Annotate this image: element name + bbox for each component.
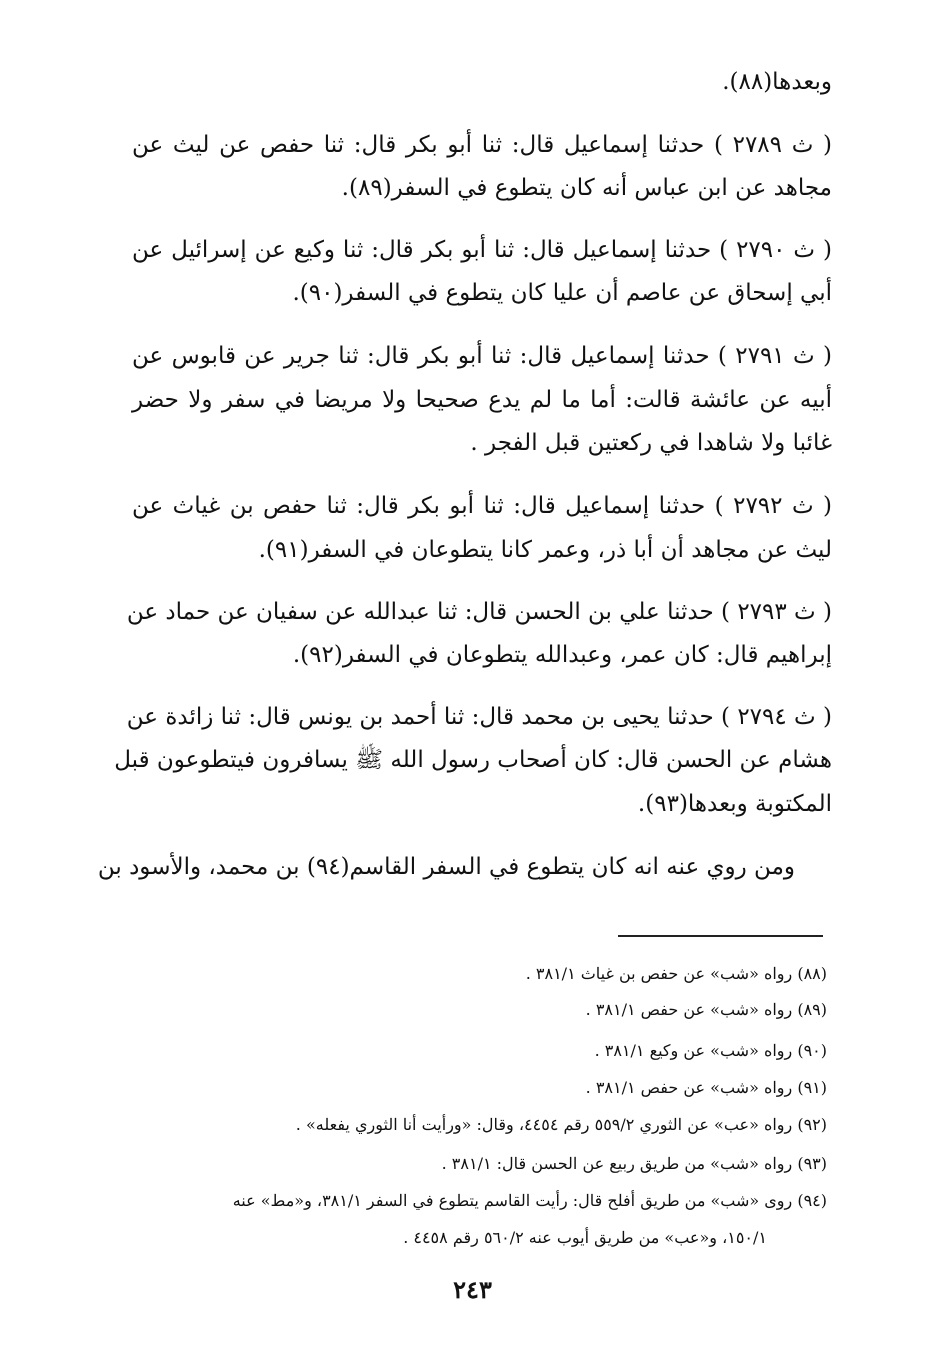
- text-line-1: وبعدها(٨٨).: [722, 69, 832, 95]
- text-line-10: ليث عن مجاهد أن أبا ذر، وعمر كانا يتطوعان في السفر(٩١).: [258, 537, 832, 563]
- footnote-89: (٨٩) رواه «شب» عن حفص ٣٨١/١ .: [585, 1000, 827, 1019]
- text-line-5: أبي إسحاق عن عاصم أن عليا كان يتطوع في السفر(٩٠).: [292, 280, 832, 306]
- footnote-94-continued: ١٥٠/١، و«عب» من طريق أيوب عنه ٥٦٠/٢ رقم ٤٤٥٨ .: [403, 1228, 767, 1247]
- text-line-14: هشام عن الحسن قال: كان أصحاب رسول الله ﷺ يسافرون فيتطوعون قبل: [114, 747, 832, 773]
- text-line-7: أبيه عن عائشة قالت: أما ما لم يدع صحيحا ولا مريضا في سفر ولا حضر: [132, 387, 832, 413]
- text-line-9: ( ث ٢٧٩٢ ) حدثنا إسماعيل قال: ثنا أبو بكر قال: ثنا حفص بن غياث عن: [132, 493, 832, 519]
- text-line-16: ومن روي عنه انه كان يتطوع في السفر القاسم(٩٤) بن محمد، والأسود بن: [97, 854, 795, 880]
- text-line-11: ( ث ٢٧٩٣ ) حدثنا علي بن الحسن قال: ثنا عبدالله عن سفيان عن حماد عن: [126, 599, 832, 625]
- footnote-separator: [618, 935, 823, 937]
- text-line-4: ( ث ٢٧٩٠ ) حدثنا إسماعيل قال: ثنا أبو بكر قال: ثنا وكيع عن إسرائيل عن: [132, 237, 832, 263]
- text-line-8: غائبا ولا شاهدا في ركعتين قبل الفجر .: [470, 430, 832, 456]
- text-line-3: مجاهد عن ابن عباس أنه كان يتطوع في السفر(٨٩).: [341, 175, 832, 201]
- footnote-92: (٩٢) رواه «عب» عن الثوري ٥٥٩/٢ رقم ٤٤٥٤، وقال: «ورأيت أنا الثوري يفعله» .: [295, 1115, 827, 1134]
- footnote-88: (٨٨) رواه «شب» عن حفص بن غياث ٣٨١/١ .: [525, 964, 827, 983]
- text-line-2: ( ث ٢٧٨٩ ) حدثنا إسماعيل قال: ثنا أبو بكر قال: ثنا حفص عن ليث عن: [132, 132, 832, 158]
- page-number: ٢٤٣: [453, 1275, 492, 1304]
- footnote-93: (٩٣) رواه «شب» من طريق ربيع عن الحسن قال: ٣٨١/١ .: [441, 1154, 827, 1173]
- text-line-6: ( ث ٢٧٩١ ) حدثنا إسماعيل قال: ثنا أبو بكر قال: ثنا جرير عن قابوس عن: [132, 343, 832, 369]
- footnote-90: (٩٠) رواه «شب» عن وكيع ٣٨١/١ .: [594, 1041, 827, 1060]
- footnote-91: (٩١) رواه «شب» عن حفص ٣٨١/١ .: [585, 1078, 827, 1097]
- text-line-15: المكتوبة وبعدها(٩٣).: [637, 791, 832, 817]
- text-line-12: إبراهيم قال: كان عمر، وعبدالله يتطوعان في السفر(٩٢).: [292, 642, 832, 668]
- footnote-94: (٩٤) روى «شب» من طريق أفلح قال: رأيت القاسم يتطوع في السفر ٣٨١/١، و«مط» عنه: [232, 1191, 827, 1210]
- text-line-13: ( ث ٢٧٩٤ ) حدثنا يحيى بن محمد قال: ثنا أحمد بن يونس قال: ثنا زائدة عن: [126, 704, 832, 730]
